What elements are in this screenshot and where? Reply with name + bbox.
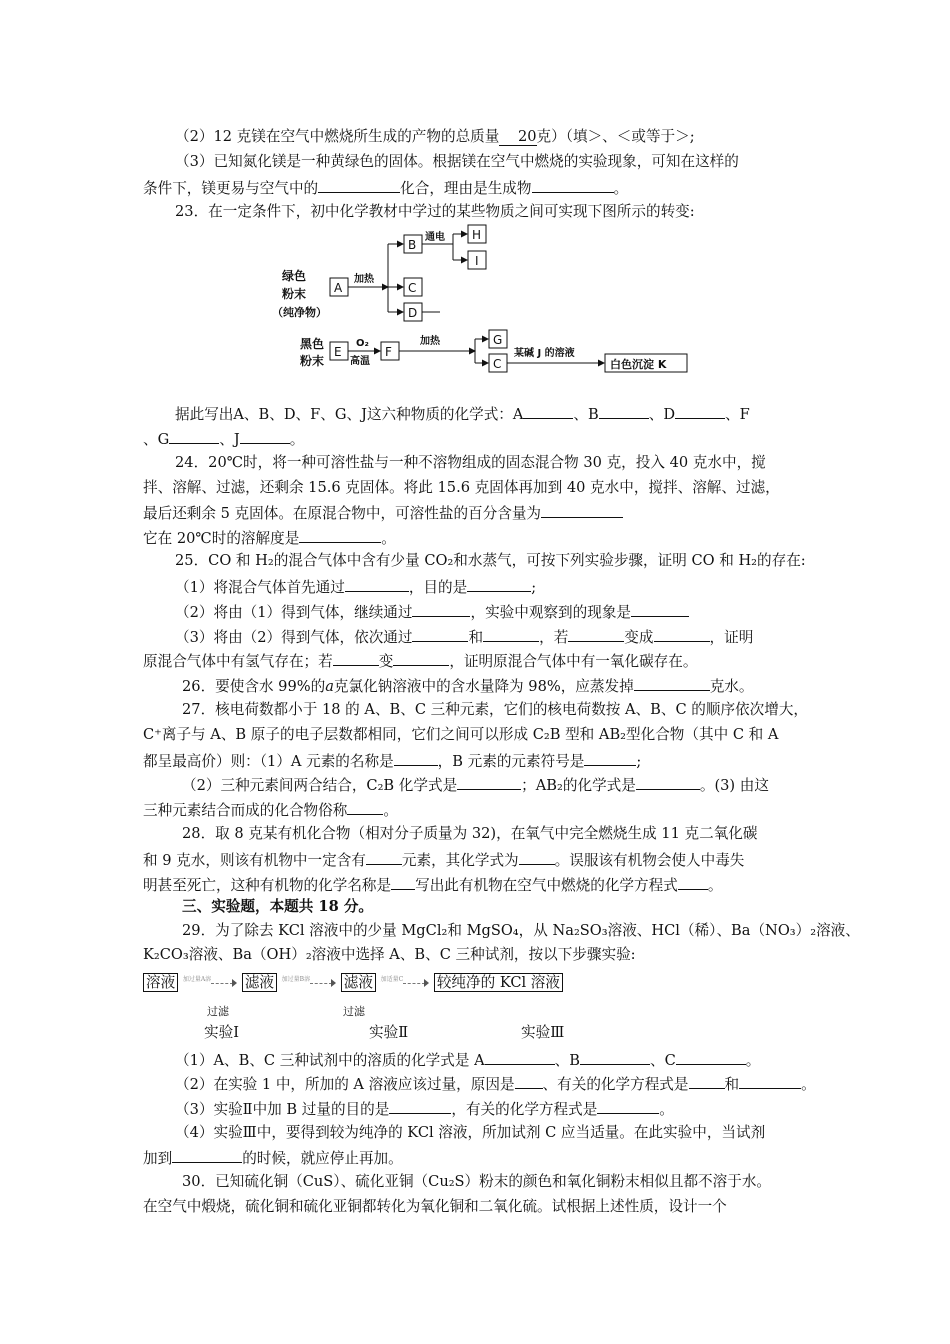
exp-3-label: 实验Ⅲ [521,1024,565,1041]
answer-blank [654,627,710,642]
q28-line3: 明甚至死亡，这种有机物的化学名称是 写出此有机物在空气中燃烧的化学方程式 。 [143,877,723,894]
flow-filtrate2: 滤液 [341,973,376,992]
filter-label-1: 过滤 [207,1005,229,1018]
answer-blank [485,1050,555,1065]
q25-line3: （2）将由（1）得到气体，继续通过 ，实验中观察到的现象是 [175,602,689,622]
answer-blank [532,178,614,193]
q24-line2: 拌、溶解、过滤，还剩余 15.6 克固体。将此 15.6 克固体再加到 40 克水中，搅拌、溶解、过滤， [143,479,780,496]
answer-blank [676,1050,746,1065]
answer-blank-G [169,429,219,444]
label-green: 绿色 [282,269,307,283]
box-G: G [493,333,503,347]
answer-blank [412,602,470,617]
answer-blank [636,775,700,790]
answer-blank [394,751,438,766]
q28-line1: 28．取 8 克某有机化合物（相对分子质量为 32)，在氧气中完全燃烧生成 11 克二氧化碳 [182,825,758,842]
answer-blank-D [675,404,725,419]
label-powder2: 粉末 [300,354,325,368]
label-pure: （纯净物） [272,306,327,319]
arrow-icon [403,978,429,988]
q29-answer2: （2）在实验 1 中，所加的 A 溶液应该过量，原因是 、有关的化学方程式是 和 。 [175,1076,816,1093]
label-high-temp: 高温 [350,356,370,367]
answer-blank [519,850,555,865]
answer-blank [678,875,708,890]
q27-line1: 27．核电荷数都小于 18 的 A、B、C 三种元素，它们的核电荷数按 A、B、C 的顺序依次增大， [182,701,809,718]
q26-line: 26．要使含水 99%的a克氯化钠溶液中的含水量降为 98%，应蒸发掉 克水。 [182,678,754,695]
q27-line4: （2）三种元素间两合结合，C₂B 化学式是 ；AB₂的化学式是 。(3) 由这 [182,777,769,794]
q22-line3: （3）已知氮化镁是一种黄绿色的固体。根据镁在空气中燃烧的实验现象，可知在这样的 [175,153,739,170]
q29-flow [143,971,563,992]
answer-blank-J [240,429,290,444]
q25-line4: （3）将由（2）得到气体，依次通过 和 ，若 变成 ，证明 [175,629,754,646]
answer-blank [515,1074,543,1089]
q23-ask-line2: 、G 、J 。 [143,431,305,448]
answer-blank [580,1050,650,1065]
q25-line2: （1）将混合气体首先通过 ，目的是 ; [175,579,537,596]
q25-line1: 25．CO 和 H₂的混合气体中含有少量 CO₂和水蒸气，可按下列实验步骤，证明 CO 和 H₂的存在: [175,552,806,569]
box-K: 白色沉淀 K [610,358,667,371]
q24-line1: 24．20℃时，将一种可溶性盐与一种不溶物组成的固态混合物 30 克，投入 40 克水中，搅 [175,454,766,471]
answer-blank [345,577,409,592]
box-H: H [472,228,482,242]
q24-line4: 它在 20℃时的溶解度是 。 [143,530,396,547]
answer-blank [634,676,710,691]
answer-blank [389,1099,451,1114]
answer-blank [412,627,468,642]
label-heat2: 加热 [420,336,440,347]
label-o2: O₂ [356,338,369,349]
q27-line5: 三种元素结合而成的化合物俗称 。 [143,802,398,819]
exp-2-label: 实验Ⅱ [369,1024,409,1041]
label-reagent-j: 某碱 J 的溶液 [514,348,575,359]
answer-blank [299,528,381,543]
box-A: A [334,281,343,295]
exp-1-label: 实验Ⅰ [204,1024,239,1041]
section-3-heading: 三、实验题，本题共 18 分。 [182,898,374,915]
q29-answer4: （4）实验Ⅲ中，要得到较为纯净的 KCl 溶液，所加试剂 C 应当适量。在此实验中，当试剂 [175,1124,766,1141]
filter-label-2: 过滤 [343,1005,365,1018]
box-F: F [385,345,392,359]
answer-blank-B [599,404,649,419]
arrow-icon [211,978,237,988]
box-C: C [408,281,417,295]
answer-blank [391,875,415,890]
flow-pure-kcl: 较纯净的 KCl 溶液 [434,973,563,992]
flow-add-C: 加适量C [380,976,404,983]
answer-blank [393,651,449,666]
answer-blank [568,627,624,642]
answer-blank [541,503,623,518]
q27-line2: C⁺离子与 A、B 原子的电子层数都相同，它们之间可以形成 C₂B 型和 AB₂型化合物（其中 C 和 A [143,726,779,743]
arrow-icon [310,978,336,988]
q28-line2: 和 9 克水，则该有机物中一定含有 元素，其化学式为 。误服该有机物会使人中毒失 [143,852,745,869]
q22-line2: （2）12 克镁在空气中燃烧所生成的产物的总质量 20克）（填＞、＜或等于＞; [175,128,695,145]
q30-line1: 30．已知硫化铜（CuS）、硫化亚铜（Cu₂S）粉末的颜色和氧化铜粉末相似且都不溶于水。 [182,1173,772,1190]
label-heat1: 加热 [354,274,374,285]
box-B: B [408,238,417,252]
flow-solution: 溶液 [143,973,178,992]
answer-blank [483,627,539,642]
q29-line2: K₂CO₃溶液、Ba（OH）₂溶液中选择 A、B、C 三种试剂，按以下步骤实验: [143,946,636,963]
answer-blank [172,1148,242,1163]
answer-blank [631,602,689,617]
answer-blank [739,1074,801,1089]
answer-blank [333,651,379,666]
q23-intro: 23．在一定条件下，初中化学教材中学过的某些物质之间可实现下图所示的转变: [175,203,695,220]
q29-answer3: （3）实验Ⅱ中加 B 过量的目的是 ，有关的化学方程式是 。 [175,1101,674,1118]
box-C2: C [493,357,502,371]
label-powder: 粉末 [282,287,307,301]
label-black: 黑色 [300,337,325,351]
flow-add-A: 加过量A溶 [182,976,212,983]
answer-blank [457,775,521,790]
box-E: E [334,345,342,359]
answer-blank [318,178,400,193]
flow-filtrate1: 滤液 [242,973,277,992]
box-I: I [475,254,479,268]
q24-line3: 最后还剩余 5 克固体。在原混合物中，可溶性盐的百分含量为 [143,503,623,523]
answer-blank [689,1074,725,1089]
q30-line2: 在空气中煅烧，硫化铜和硫化亚铜都转化为氧化铜和二氧化硫。试根据上述性质，设计一个 [143,1198,727,1215]
flow-add-B: 加过量B溶 [281,976,311,983]
label-electric: 通电 [425,232,445,243]
q23-ask-line1: 据此写出A、B、D、F、G、J这六种物质的化学式：A 、B 、D 、F [175,406,750,423]
answer-blank [467,577,531,592]
q29-answer4b: 加到 的时候，就应停止再加。 [143,1150,403,1167]
answer-blank: 20 [499,128,536,146]
q23-transformation-diagram [270,222,710,382]
q29-line1: 29．为了除去 KCl 溶液中的少量 MgCl₂和 MgSO₄，从 Na₂SO₃溶液、HCl（稀）、Ba（NO₃）₂溶液、 [182,922,860,939]
answer-blank [347,800,383,815]
answer-blank [597,1099,659,1114]
answer-blank-A [523,404,573,419]
q27-line3: 都呈最高价）则：（1）A 元素的名称是 ，B 元素的元素符号是 ; [143,753,642,770]
q29-answer1: （1）A、B、C 三种试剂中的溶质的化学式是 A 、B 、C 。 [175,1052,761,1069]
q22-line3b: 条件下，镁更易与空气中的 化合，理由是生成物 。 [143,180,629,197]
box-D: D [408,306,418,320]
answer-blank [366,850,402,865]
q25-line5: 原混合气体中有氢气存在；若 变 ，证明原混合气体中有一氧化碳存在。 [143,653,698,670]
answer-blank [584,751,636,766]
